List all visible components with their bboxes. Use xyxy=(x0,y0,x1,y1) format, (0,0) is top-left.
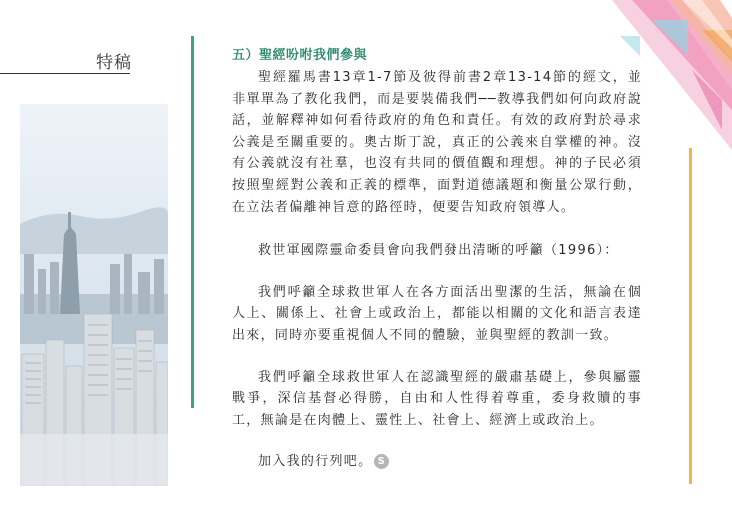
end-mark-icon: S xyxy=(374,454,389,469)
paragraph-3: 我們呼籲全球救世軍人在各方面活出聖潔的生活，無論在個人上、關係上、社會上或政治上，都能以相關的文化和語言表達出來，同時亦要重視個人不同的體驗，並與聖經的教訓一致。 xyxy=(232,284,642,343)
city-skyline-image xyxy=(20,104,168,486)
teal-divider xyxy=(191,36,194,408)
paragraph-4: 我們呼籲全球救世軍人在認識聖經的嚴肅基礎上，參與屬靈戰爭，深信基督必得勝，自由和人性得着尊重，委身救贖的事工，無論是在肉體上、靈性上、社會上、經濟上或政治上。 xyxy=(232,369,642,428)
orange-divider xyxy=(689,148,692,484)
section-label-rule xyxy=(0,73,130,74)
article-body xyxy=(232,44,642,473)
closing-line xyxy=(232,451,642,473)
paragraph-1: 聖經羅馬書13章1-7節及彼得前書2章13-14節的經文，並非單單為了教化我們，而是要裝備我們──教導我們如何向政府說話，並解釋神如何看待政府的角色和責任。有效的政府對於尋求公義是至關重要的。奧古斯丁說，真正的公義來自掌權的神。沒有公義就沒有社羣，也沒有共同的價值觀和理想。神的子民必須按照聖經對公義和正義的標準，面對道德議題和衡量公眾行動，在立法者偏離神旨意的路徑時，便要告知政府領導人。 xyxy=(232,70,642,215)
closing-text: 加入我的行列吧。 xyxy=(258,454,373,470)
paragraph-2: 救世軍國際靈命委員會向我們發出清晰的呼籲（1996）： xyxy=(258,243,619,259)
section-label: 特稿 xyxy=(96,53,132,73)
section-heading: 五）聖經吩咐我們參與 xyxy=(232,48,368,63)
